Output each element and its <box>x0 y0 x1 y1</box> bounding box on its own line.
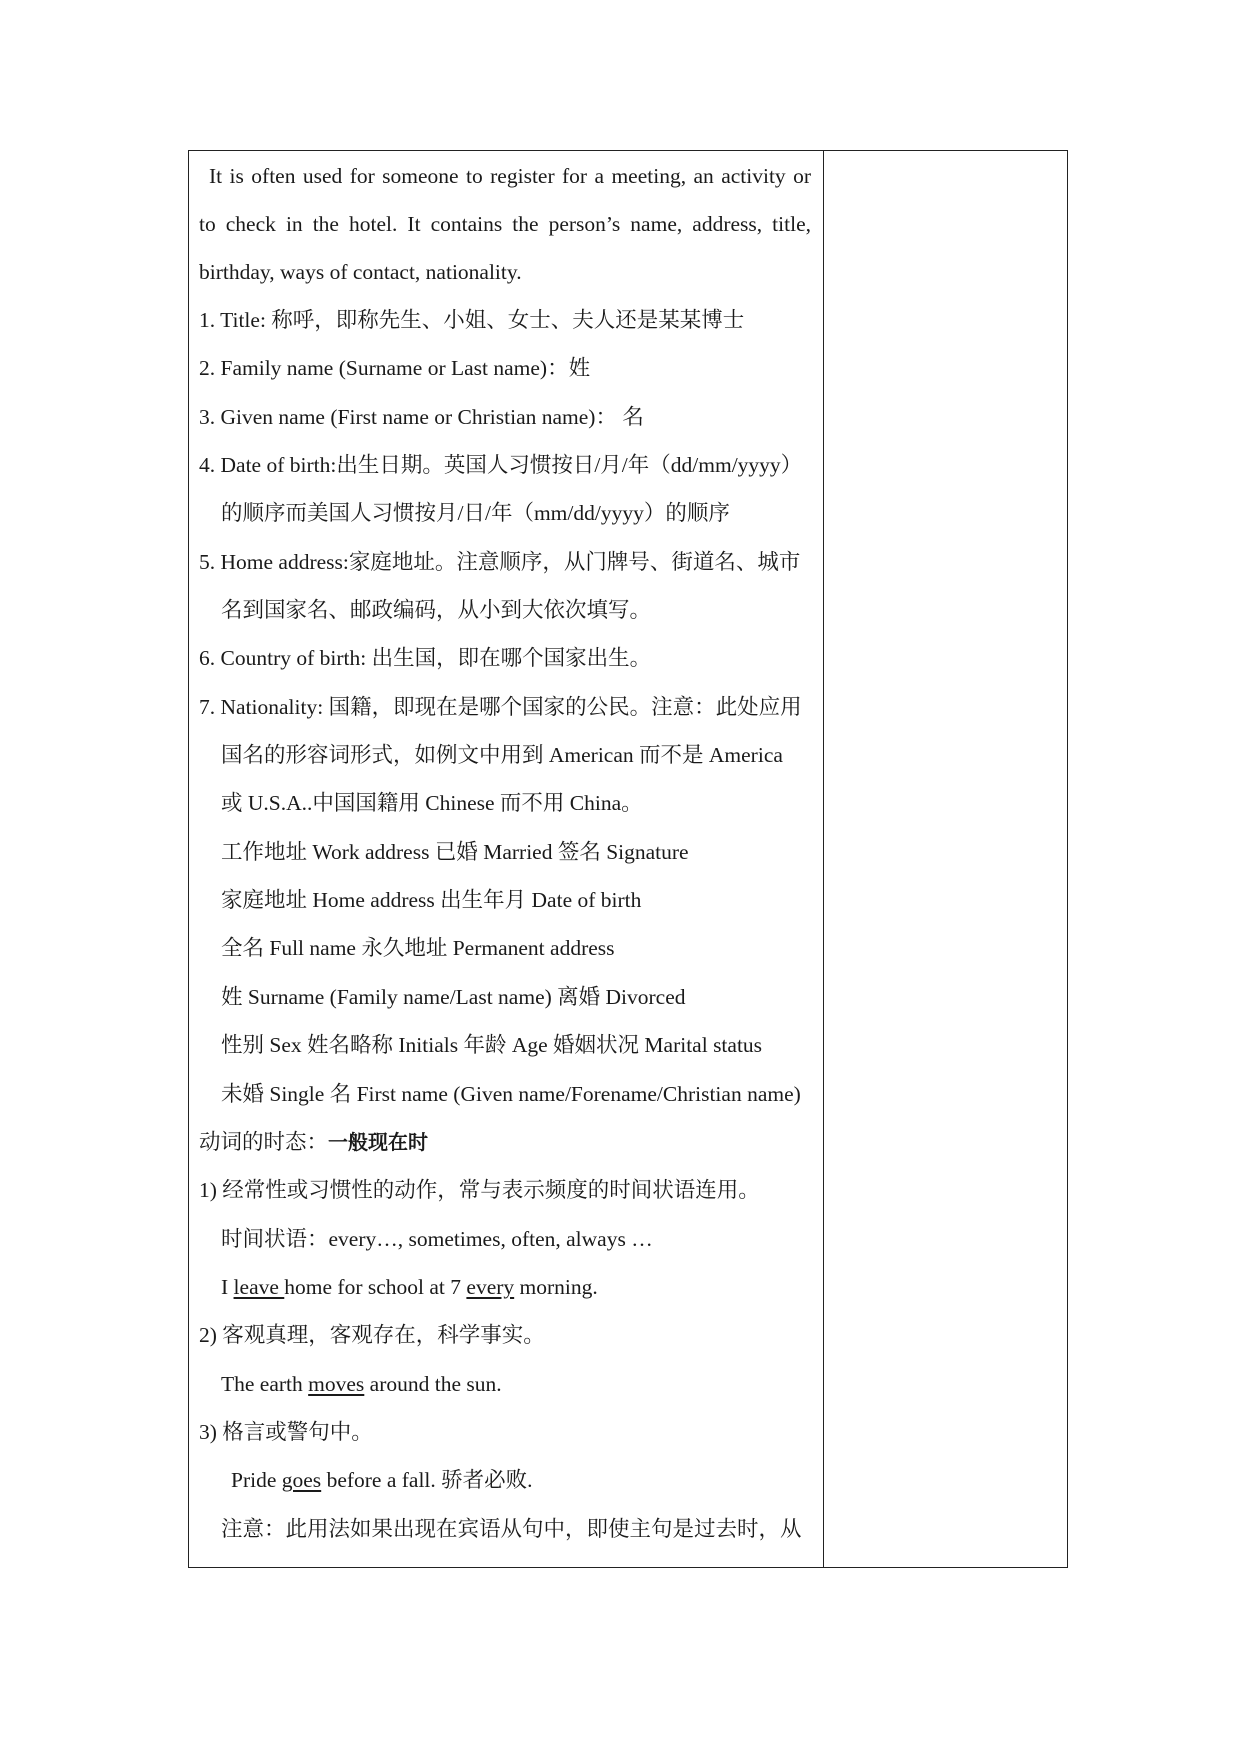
item-home-line-1: 5. Home address:家庭地址。注意顺序，从门牌号、街道名、城市 <box>199 550 801 574</box>
item-dob-line-1: 4. Date of birth:出生日期。英国人习惯按日/月/年（dd/mm/yyyy） <box>199 453 803 477</box>
example-text: The earth <box>221 1372 309 1396</box>
grammar-heading-prefix: 动词的时态： <box>199 1130 329 1154</box>
vocab-line: 姓 Surname (Family name/Last name) 离婚 Divorced <box>221 985 686 1009</box>
vocab-line: 未婚 Single 名 First name (Given name/Forename/Christian name) <box>221 1082 801 1106</box>
grammar-point-1-adverbials: 时间状语：every…, sometimes, often, always … <box>221 1227 653 1251</box>
example-text: morning. <box>514 1275 598 1299</box>
example-underlined: moves <box>308 1372 365 1396</box>
intro-line-2: to check in the hotel. It contains the person’s name, address, title, <box>199 212 811 236</box>
right-cell <box>824 151 1067 1567</box>
example-underlined: leave <box>233 1275 285 1299</box>
item-given-name: 3. Given name (First name or Christian name)： 名 <box>199 405 644 429</box>
example-text: before a fall. 骄者必败. <box>321 1468 533 1492</box>
item-country: 6. Country of birth: 出生国，即在哪个国家出生。 <box>199 646 652 670</box>
example-underlined: every <box>466 1275 515 1299</box>
example-3 <box>231 1467 533 1493</box>
example-text: I <box>221 1275 234 1299</box>
example-2 <box>221 1371 502 1397</box>
vocab-line: 工作地址 Work address 已婚 Married 签名 Signature <box>221 840 689 864</box>
grammar-heading <box>199 1129 428 1155</box>
item-dob-line-2: 的顺序而美国人习惯按月/日/年（mm/dd/yyyy）的顺序 <box>221 501 730 525</box>
intro-line-1: It is often used for someone to register for a meeting, an activity or <box>209 164 811 188</box>
example-text: Pride <box>231 1468 282 1492</box>
intro-line-3: birthday, ways of contact, nationality. <box>199 260 522 284</box>
grammar-note: 注意：此用法如果出现在宾语从句中，即使主句是过去时，从 <box>221 1517 802 1541</box>
item-home-line-2: 名到国家名、邮政编码，从小到大依次填写。 <box>221 598 652 622</box>
example-underlined: goes <box>281 1468 322 1492</box>
grammar-heading-bold: 一般现在时 <box>328 1130 429 1154</box>
vocab-line: 性别 Sex 姓名略称 Initials 年龄 Age 婚姻状况 Marital status <box>221 1033 763 1057</box>
vocab-line: 全名 Full name 永久地址 Permanent address <box>221 936 615 960</box>
item-nationality-line-1: 7. Nationality: 国籍，即现在是哪个国家的公民。注意：此处应用 <box>199 695 802 719</box>
example-text: home for school at 7 <box>284 1275 467 1299</box>
item-nationality-line-3: 或 U.S.A..中国国籍用 Chinese 而不用 China。 <box>221 791 643 815</box>
example-text: around the sun. <box>364 1372 502 1396</box>
grammar-point-1: 1) 经常性或习惯性的动作，常与表示频度的时间状语连用。 <box>199 1178 760 1202</box>
vocab-line: 家庭地址 Home address 出生年月 Date of birth <box>221 888 642 912</box>
example-1 <box>221 1274 598 1300</box>
item-nationality-line-2: 国名的形容词形式，如例文中用到 American 而不是 America <box>221 743 783 767</box>
grammar-point-3: 3) 格言或警句中。 <box>199 1420 373 1444</box>
left-cell <box>189 151 824 1567</box>
item-family-name: 2. Family name (Surname or Last name)：姓 <box>199 356 591 380</box>
item-title: 1. Title: 称呼，即称先生、小姐、女士、夫人还是某某博士 <box>199 308 745 332</box>
content-table <box>188 150 1068 1568</box>
grammar-point-2: 2) 客观真理，客观存在，科学事实。 <box>199 1323 545 1347</box>
